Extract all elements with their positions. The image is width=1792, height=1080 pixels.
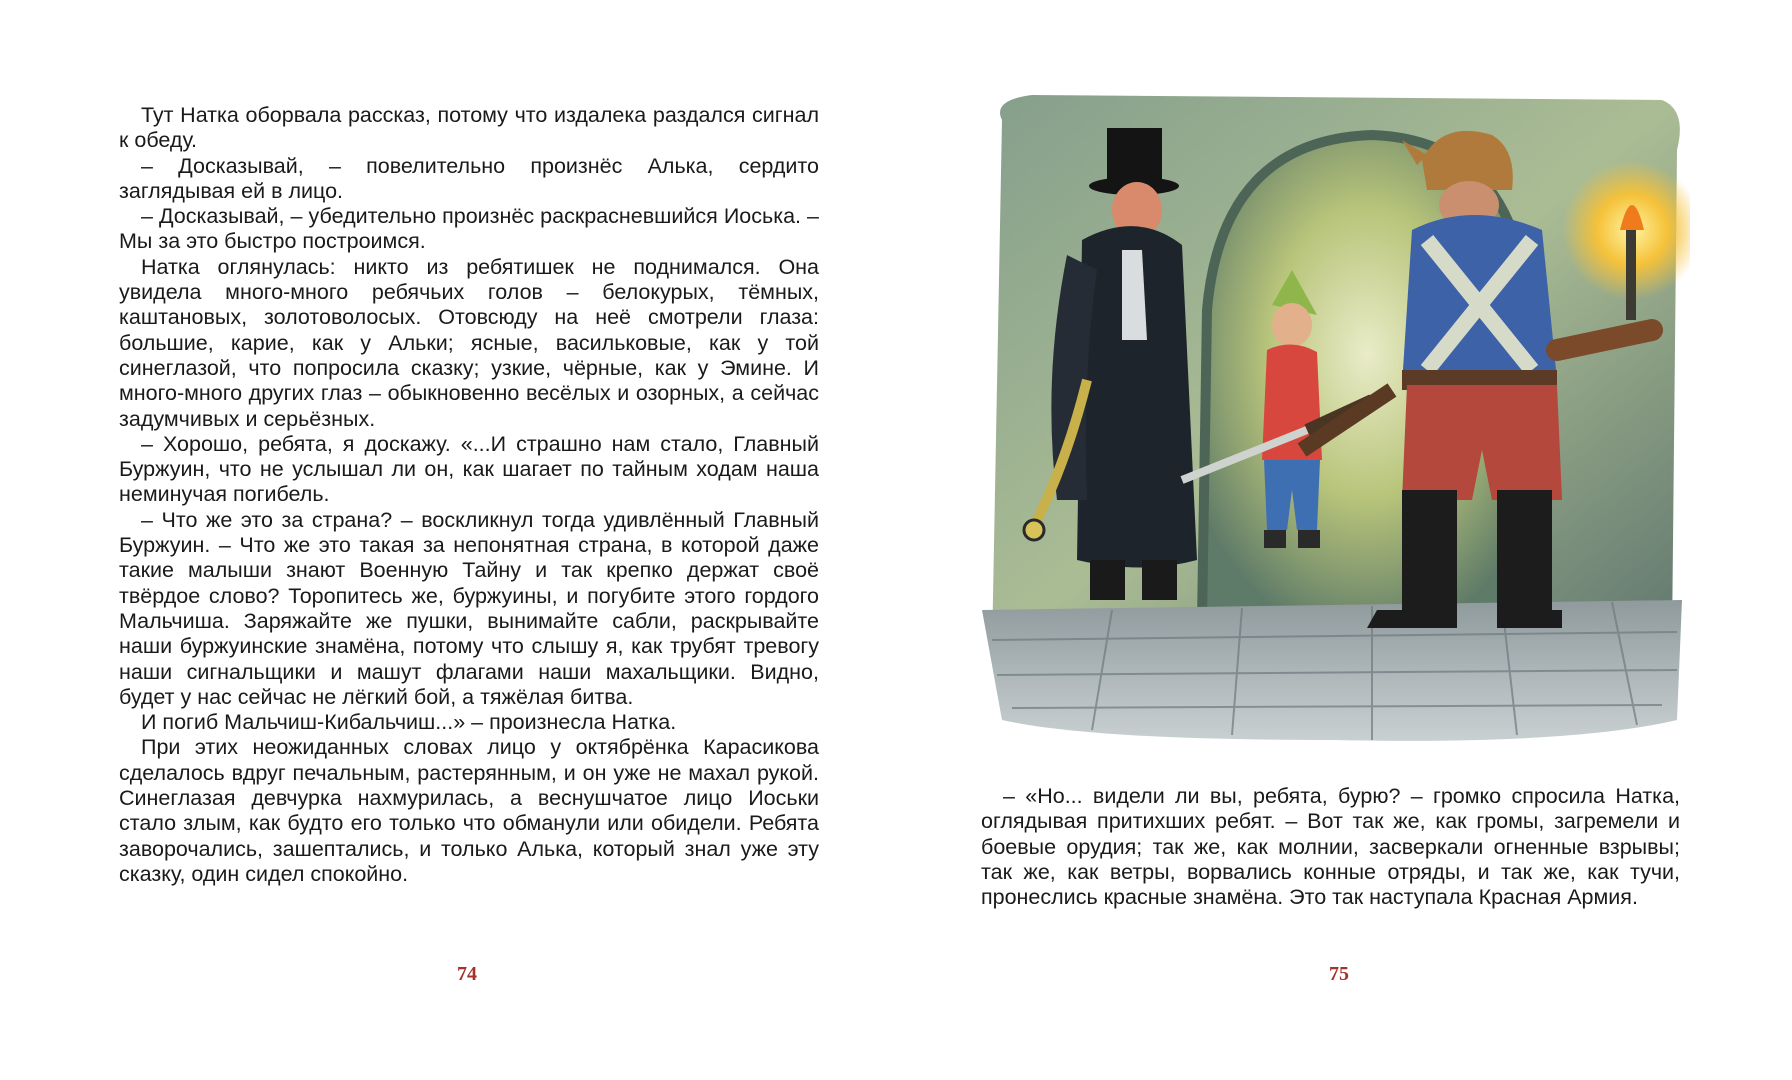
- illustration-artwork: [972, 80, 1690, 760]
- paragraph: И погиб Мальчиш-Кибальчиш...» – произнесла Натка.: [141, 710, 677, 735]
- illustration: [972, 80, 1690, 760]
- right-page: [896, 0, 1792, 1080]
- paragraph: – Досказывай, – повелительно произнёс Алька, сердито заглядывая ей в лицо.: [119, 153, 819, 203]
- page-number-right: 75: [1329, 963, 1349, 985]
- paragraph: – Досказывай, – убедительно произнёс раскрасневшийся Иоська. – Мы за это быстро построимся.: [119, 204, 819, 254]
- page-number-left: 74: [457, 963, 477, 985]
- paragraph: – Что же это за страна? – воскликнул тогда удивлённый Главный Буржуин. – Что же это такая за непонятная страна, в которой даже такие малыши знают Военную Тайну и так крепко держат своё твёрдое слово? Торопитесь же, буржуины, и погубите этого гордого Мальчиша. Заряжайте же пушки, вынимайте сабли, раскрывайте наши буржуинские знамёна, потому что слышу я, как трубят тревогу наши сигнальщики и машут флагами наши махальщики. Видно, будет у нас сейчас не лёгкий бой, а тяжёлая битва.: [119, 507, 819, 709]
- left-page-text: [119, 103, 819, 887]
- paragraph: – «Но... видели ли вы, ребята, бурю? – громко спросила Натка, оглядывая притихших ребят. – Вот так же, как громы, загремели и боевые орудия; так же, как молнии, засверкали огненные взрывы; так же, как ветры, ворвались конные отряды, и так же, как тучи, пронеслись красные знамёна. Это так наступала Красная Армия.: [981, 784, 1680, 910]
- paragraph: Тут Натка оборвала рассказ, потому что издалека раздался сигнал к обеду.: [119, 103, 819, 153]
- paragraph: – Хорошо, ребята, я доскажу. «...И страшно нам стало, Главный Буржуин, что не услышал ли он, как шагает по тайным ходам наша неминучая погибель.: [119, 431, 819, 507]
- paragraph: Натка оглянулась: никто из ребятишек не поднимался. Она увидела много-много ребячьих голов – белокурых, тёмных, каштановых, золотоволосых. Отовсюду на неё смотрели глаза: большие, карие, как у Альки; ясные, васильковые, как у той синеглазой, что попросила сказку; узкие, чёрные, как у Эмине. И много-много других глаз – обыкновенно весёлых и озорных, а сейчас задумчивых и серьёзных.: [119, 254, 819, 431]
- right-page-text: [981, 784, 1680, 910]
- paragraph: При этих неожиданных словах лицо у октябрёнка Карасикова сделалось вдруг печальным, растерянным, и он уже не махал рукой. Синеглазая девчурка нахмурилась, а веснушчатое лицо Иоськи стало злым, как будто его только что обманули или обидели. Ребята заворочались, зашептались, и только Алька, который знал уже эту сказку, один сидел спокойно.: [119, 735, 819, 886]
